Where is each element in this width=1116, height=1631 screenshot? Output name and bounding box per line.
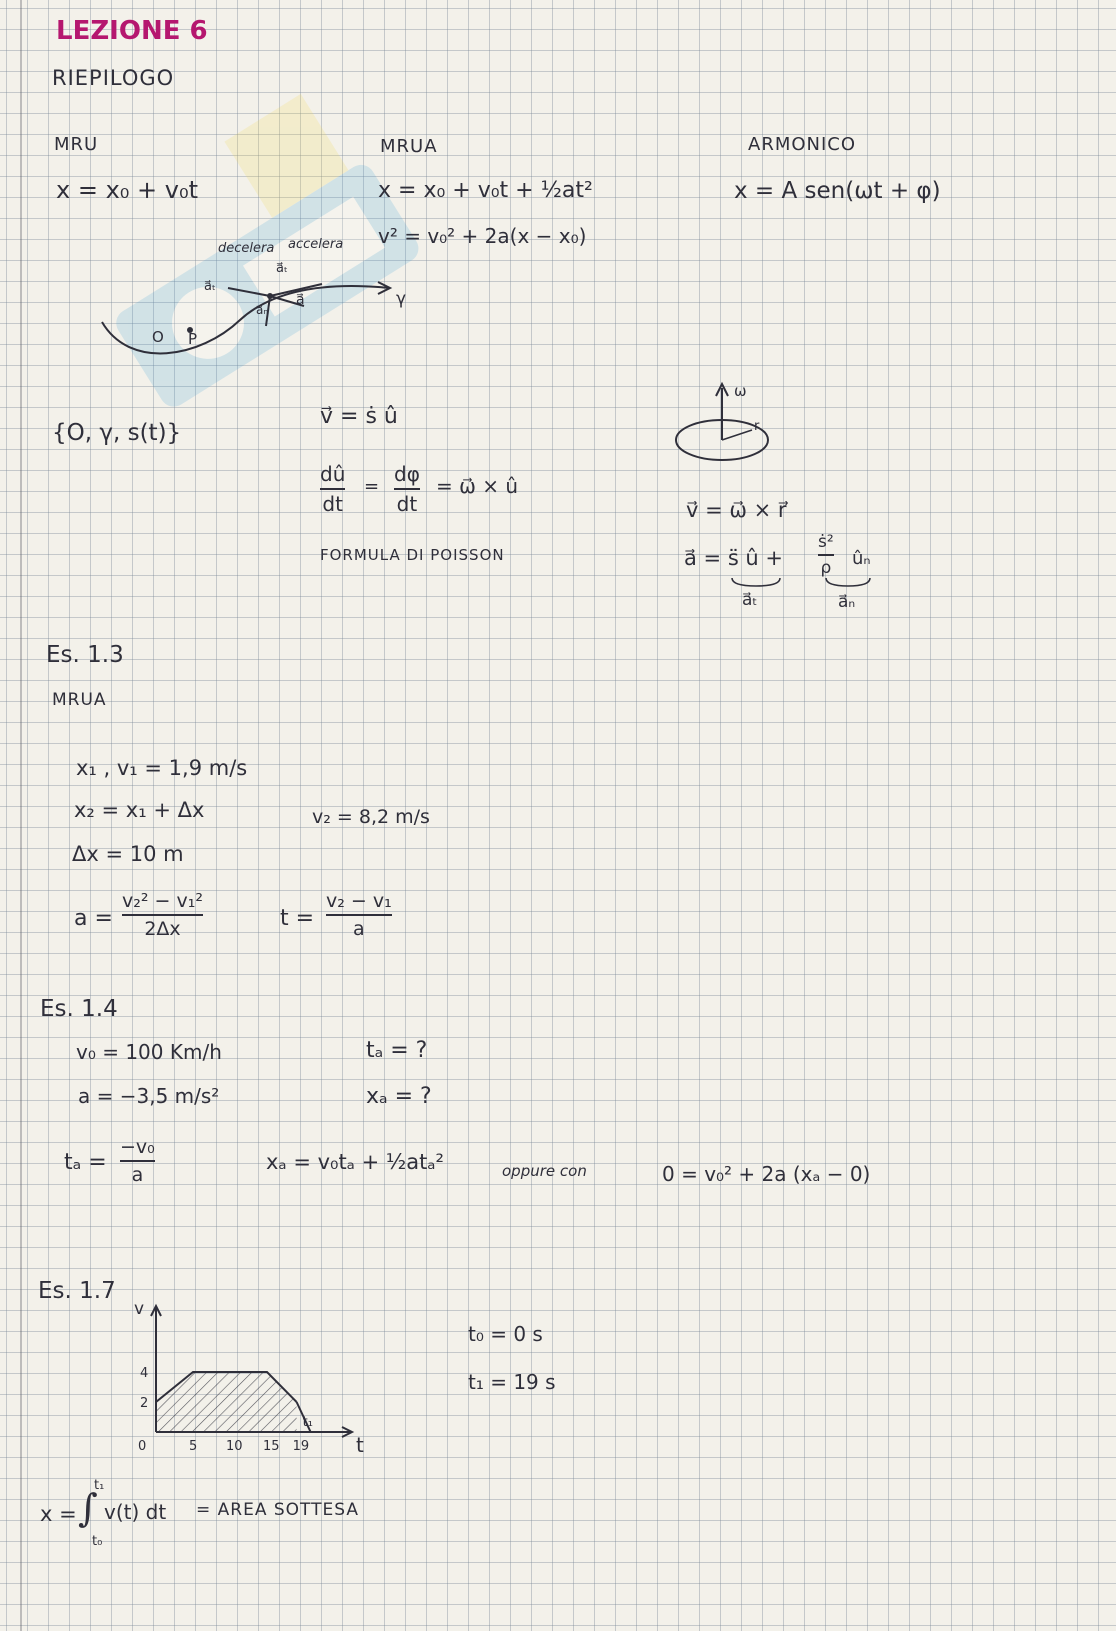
intrinsic-set: {O, γ, s(t)} (52, 420, 182, 446)
es13-a-fraction: v₂² − v₁² 2Δx (122, 890, 203, 940)
es14-xA: xₐ = ? (366, 1084, 432, 1109)
y-tick-4: 4 (140, 1366, 149, 1381)
integral-upper: t₁ (94, 1478, 105, 1493)
es17-t0: t₀ = 0 s (468, 1322, 543, 1346)
es13-line2: x₂ = x₁ + Δx (74, 798, 205, 822)
y-tick-2: 2 (140, 1396, 149, 1411)
label-decelera: decelera (218, 241, 275, 256)
mrua-heading: MRUA (380, 136, 438, 157)
y-axis-label: v (134, 1299, 145, 1319)
r-label: r (754, 419, 760, 434)
es14-v0: v₀ = 100 Km/h (76, 1040, 222, 1064)
x-tick-0: 0 (138, 1439, 147, 1454)
mru-heading: MRU (54, 134, 99, 155)
x-tick-15: 15 (263, 1439, 280, 1454)
rotation-sketch (670, 380, 790, 470)
x-tick-5: 5 (189, 1439, 198, 1454)
es13-t-lhs: t = (280, 906, 315, 931)
es13-heading: Es. 1.3 (46, 642, 124, 668)
es14-xA-formula: xₐ = v₀tₐ + ½atₐ² (266, 1150, 444, 1174)
integral-body: v(t) dt (104, 1500, 167, 1524)
velocity-formula: v⃗ = ṡ û (320, 404, 398, 429)
x-axis-label: t (356, 1433, 364, 1457)
poisson-fraction-2: dφ dt (394, 462, 420, 516)
acceleration-normal-fraction: ṡ² ρ (818, 532, 834, 578)
poisson-equals: = (364, 476, 380, 497)
es14-alt-formula: 0 = v₀² + 2a (xₐ − 0) (662, 1162, 871, 1186)
poisson-rhs: = ω⃗ × û (436, 474, 519, 498)
label-a: a⃗ (296, 292, 305, 308)
mrua-formula-2: v² = v₀² + 2a(x − x₀) (378, 224, 587, 248)
es13-v2: v₂ = 8,2 m/s (312, 806, 430, 828)
es13-a-lhs: a = (74, 906, 113, 931)
armonico-heading: ARMONICO (748, 134, 857, 155)
label-accelera: accelera (288, 237, 344, 252)
integral-rhs: = AREA SOTTESA (196, 1500, 359, 1520)
es14-tA-lhs: tₐ = (64, 1150, 107, 1175)
page-subtitle: RIEPILOGO (52, 66, 175, 90)
x-tick-19: 19 (292, 1439, 310, 1454)
integral-lhs: x = (40, 1502, 77, 1526)
acceleration-lhs: a⃗ = s̈ û + (684, 546, 784, 570)
label-at-right: a⃗ₜ (276, 261, 288, 276)
es13-t-fraction: v₂ − v₁ a (326, 890, 392, 940)
trajectory-diagram (90, 230, 430, 370)
es14-a: a = −3,5 m/s² (78, 1084, 220, 1108)
acceleration-an-label: a⃗ₙ (838, 592, 856, 612)
velocity-time-chart (120, 1300, 400, 1460)
page-title: LEZIONE 6 (56, 16, 208, 46)
es14-tA: tₐ = ? (366, 1038, 428, 1063)
integral-lower: t₀ (92, 1534, 103, 1549)
velocity-cross-product: v⃗ = ω⃗ × r⃗ (686, 498, 787, 522)
armonico-formula: x = A sen(ωt + φ) (734, 178, 941, 204)
label-o: O (152, 328, 164, 346)
es17-heading: Es. 1.7 (38, 1278, 116, 1304)
label-gamma: γ (396, 289, 407, 309)
integral-sign: ∫ (78, 1486, 98, 1530)
notebook-margin-line (20, 0, 22, 1631)
mru-formula: x = x₀ + v₀t (56, 176, 198, 204)
acceleration-un: ûₙ (852, 548, 871, 569)
t1-annotation: t₁ (302, 1415, 313, 1430)
omega-label: ω (734, 382, 747, 400)
label-at-left: a⃗ₜ (204, 279, 216, 294)
x-tick-10: 10 (226, 1439, 243, 1454)
es17-t1: t₁ = 19 s (468, 1370, 556, 1394)
es13-line1: x₁ , v₁ = 1,9 m/s (76, 756, 248, 780)
mrua-formula-1: x = x₀ + v₀t + ½at² (378, 178, 593, 203)
es13-line3: Δx = 10 m (72, 842, 184, 866)
es14-oppure: oppure con (502, 1162, 587, 1180)
label-an: a⃗ₙ (256, 303, 269, 317)
es14-heading: Es. 1.4 (40, 996, 118, 1022)
label-p: P (188, 330, 198, 348)
poisson-fraction-1: dû dt (320, 462, 346, 516)
es13-type: MRUA (52, 690, 107, 710)
poisson-label: FORMULA DI POISSON (320, 546, 505, 564)
acceleration-at-label: a⃗ₜ (742, 590, 758, 610)
es14-tA-fraction: −v₀ a (120, 1136, 155, 1186)
